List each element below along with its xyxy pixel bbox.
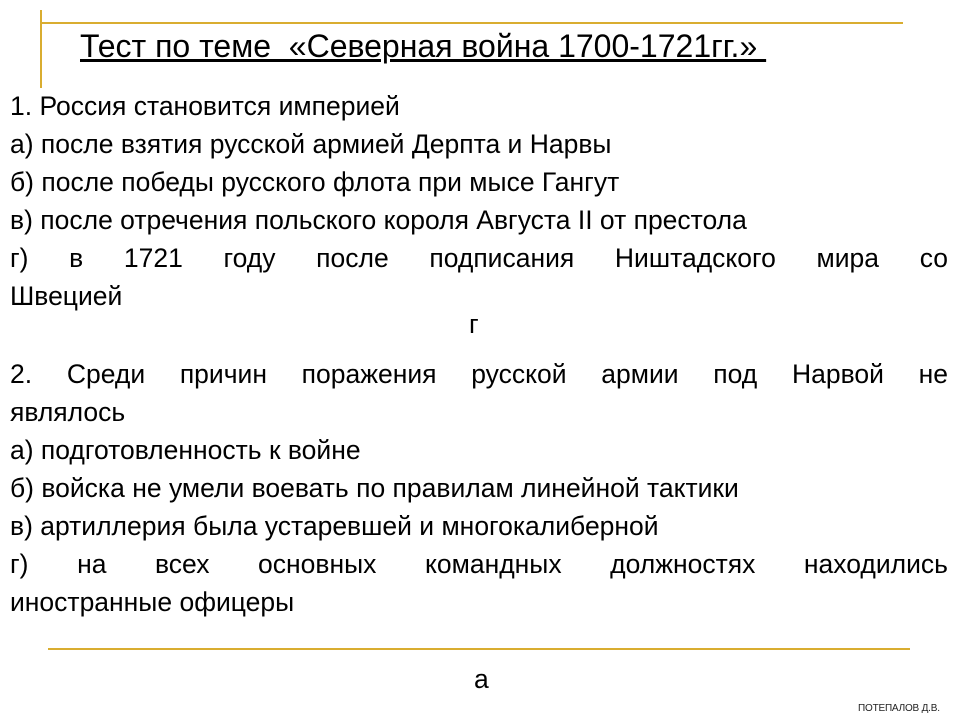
question-2-option-d: г) на всех основных командных должностях находились	[10, 549, 948, 579]
question-1-answer: г	[469, 309, 479, 339]
question-1-prompt: 1. Россия становится империей	[10, 91, 400, 121]
question-1-option-c: в) после отречения польского короля Августа II от престола	[10, 205, 747, 235]
question-1	[10, 87, 948, 315]
question-2	[10, 355, 948, 621]
page-title: Тест по теме «Северная война 1700-1721гг.»	[80, 28, 767, 64]
bottom-accent-rule	[48, 648, 910, 650]
question-2-prompt: 2. Среди причин поражения русской армии под Нарвой не	[10, 359, 948, 389]
question-1-option-a: а) после взятия русской армией Дерпта и Нарвы	[10, 129, 612, 159]
question-1-option-d: г) в 1721 году после подписания Ништадского мира со	[10, 243, 948, 273]
question-2-option-d-cont: иностранные офицеры	[10, 587, 295, 617]
author-footer: ПОТЕПАЛОВ Д.В.	[858, 703, 940, 714]
top-accent-rule	[40, 22, 903, 24]
question-2-option-b: б) войска не умели воевать по правилам линейной тактики	[10, 473, 739, 503]
question-2-prompt-cont: являлось	[10, 397, 126, 427]
question-1-option-b: б) после победы русского флота при мысе Гангут	[10, 167, 620, 197]
question-2-answer: а	[474, 664, 489, 694]
question-2-option-a: а) подготовленность к войне	[10, 435, 361, 465]
question-1-option-d-cont: Швецией	[10, 281, 123, 311]
question-2-option-c: в) артиллерия была устаревшей и многокалиберной	[10, 511, 659, 541]
